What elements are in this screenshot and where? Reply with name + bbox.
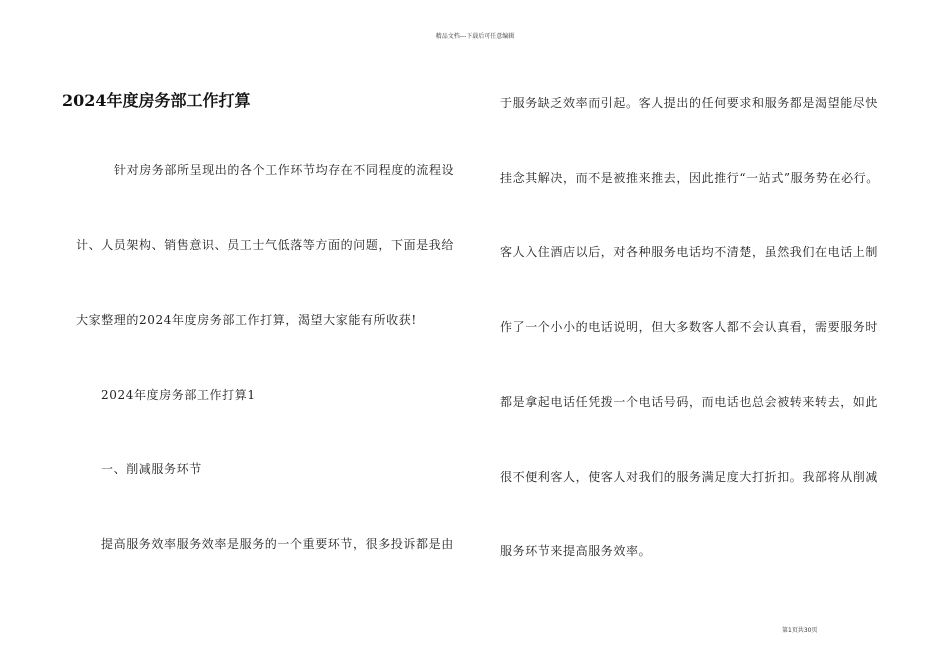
paragraph-line: 大家整理的2024年度房务部工作打算，渴望大家能有所收获!: [76, 313, 417, 327]
page-number: 第1页共30页: [782, 627, 818, 634]
header-note: 精品文档---下载后可任意编辑: [435, 33, 515, 40]
paragraph-line: 服务环节来提高服务效率。: [500, 544, 652, 558]
paragraph-line: 很不便利客人，使客人对我们的服务满足度大打折扣。我部将从削减: [500, 470, 879, 484]
paragraph-line: 作了一个小小的电话说明，但大多数客人都不会认真看，需要服务时: [500, 320, 879, 334]
paragraph-line: 挂念其解决，而不是被推来推去，因此推行“一站式”服务势在必行。: [500, 171, 879, 185]
paragraph-line: 于服务缺乏效率而引起。客人提出的任何要求和服务都是渴望能尽快: [500, 96, 879, 110]
subsection-heading: 一、削减服务环节: [101, 462, 202, 476]
paragraph-line: 计、人员架构、销售意识、员工士气低落等方面的问题，下面是我给: [76, 238, 455, 252]
paragraph-line: 都是拿起电话任凭拨一个电话号码，而电话也总会被转来转去，如此: [500, 395, 879, 409]
paragraph-line: 针对房务部所呈现出的各个工作环节均存在不同程度的流程设: [114, 163, 455, 177]
document-title: 2024年度房务部工作打算: [62, 91, 251, 110]
section-heading: 2024年度房务部工作打算1: [101, 388, 256, 402]
paragraph-line: 提高服务效率服务效率是服务的一个重要环节，很多投诉都是由: [101, 537, 454, 551]
paragraph-line: 客人入住酒店以后，对各种服务电话均不清楚，虽然我们在电话上制: [500, 245, 879, 259]
